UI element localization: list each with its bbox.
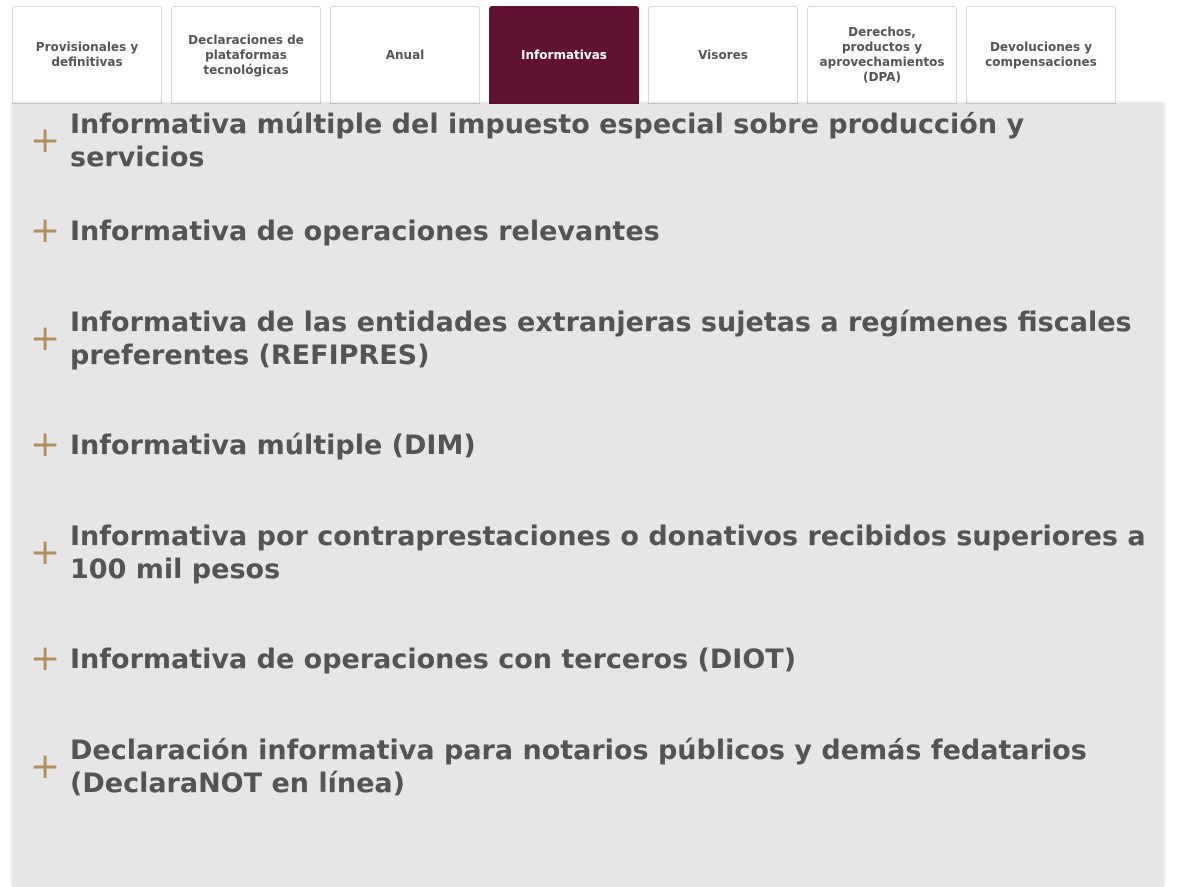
plus-icon[interactable]: + <box>30 210 61 251</box>
tab-informativas[interactable]: Informativas <box>489 6 639 104</box>
plus-icon[interactable]: + <box>30 318 61 359</box>
plus-icon[interactable]: + <box>30 424 61 465</box>
accordion-item-refipres[interactable] <box>30 304 1154 374</box>
informativas-panel <box>12 104 1164 887</box>
accordion-item-label: Informativa de las entidades extranjeras sujetas a regímenes fiscales preferentes (REFIPRES) <box>70 307 1132 371</box>
accordion-item-label: Informativa de operaciones relevantes <box>70 215 660 247</box>
plus-icon[interactable]: + <box>30 638 61 679</box>
accordion-item-ieps[interactable] <box>30 109 1154 173</box>
plus-icon[interactable]: + <box>30 532 61 573</box>
accordion-item-label: Informativa múltiple del impuesto especial sobre producción y servicios <box>70 109 1025 173</box>
tab-plataformas-tecnologicas[interactable]: Declaraciones de plataformas tecnológicas <box>171 6 321 104</box>
accordion-item-label: Informativa múltiple (DIM) <box>70 429 476 461</box>
accordion-item-dim[interactable] <box>30 426 1154 464</box>
accordion-item-operaciones-relevantes[interactable] <box>30 212 1154 250</box>
tab-dpa[interactable]: Derechos, productos y aprovechamientos (DPA) <box>807 6 957 104</box>
tab-provisionales[interactable]: Provisionales y definitivas <box>12 6 162 104</box>
accordion-item-contraprestaciones[interactable] <box>30 518 1154 588</box>
plus-icon[interactable]: + <box>30 746 61 787</box>
accordion-item-declaranot[interactable] <box>30 732 1154 802</box>
accordion-item-label: Informativa por contraprestaciones o donativos recibidos superiores a 100 mil pesos <box>70 521 1146 585</box>
tab-anual[interactable]: Anual <box>330 6 480 104</box>
accordion-item-diot[interactable] <box>30 640 1154 678</box>
tab-visores[interactable]: Visores <box>648 6 798 104</box>
declaration-tabs <box>12 6 1116 104</box>
plus-icon[interactable]: + <box>30 120 61 161</box>
tab-devoluciones[interactable]: Devoluciones y compensaciones <box>966 6 1116 104</box>
accordion-item-label: Declaración informativa para notarios públicos y demás fedatarios (DeclaraNOT en línea) <box>70 735 1087 799</box>
accordion-item-label: Informativa de operaciones con terceros (DIOT) <box>70 643 797 675</box>
